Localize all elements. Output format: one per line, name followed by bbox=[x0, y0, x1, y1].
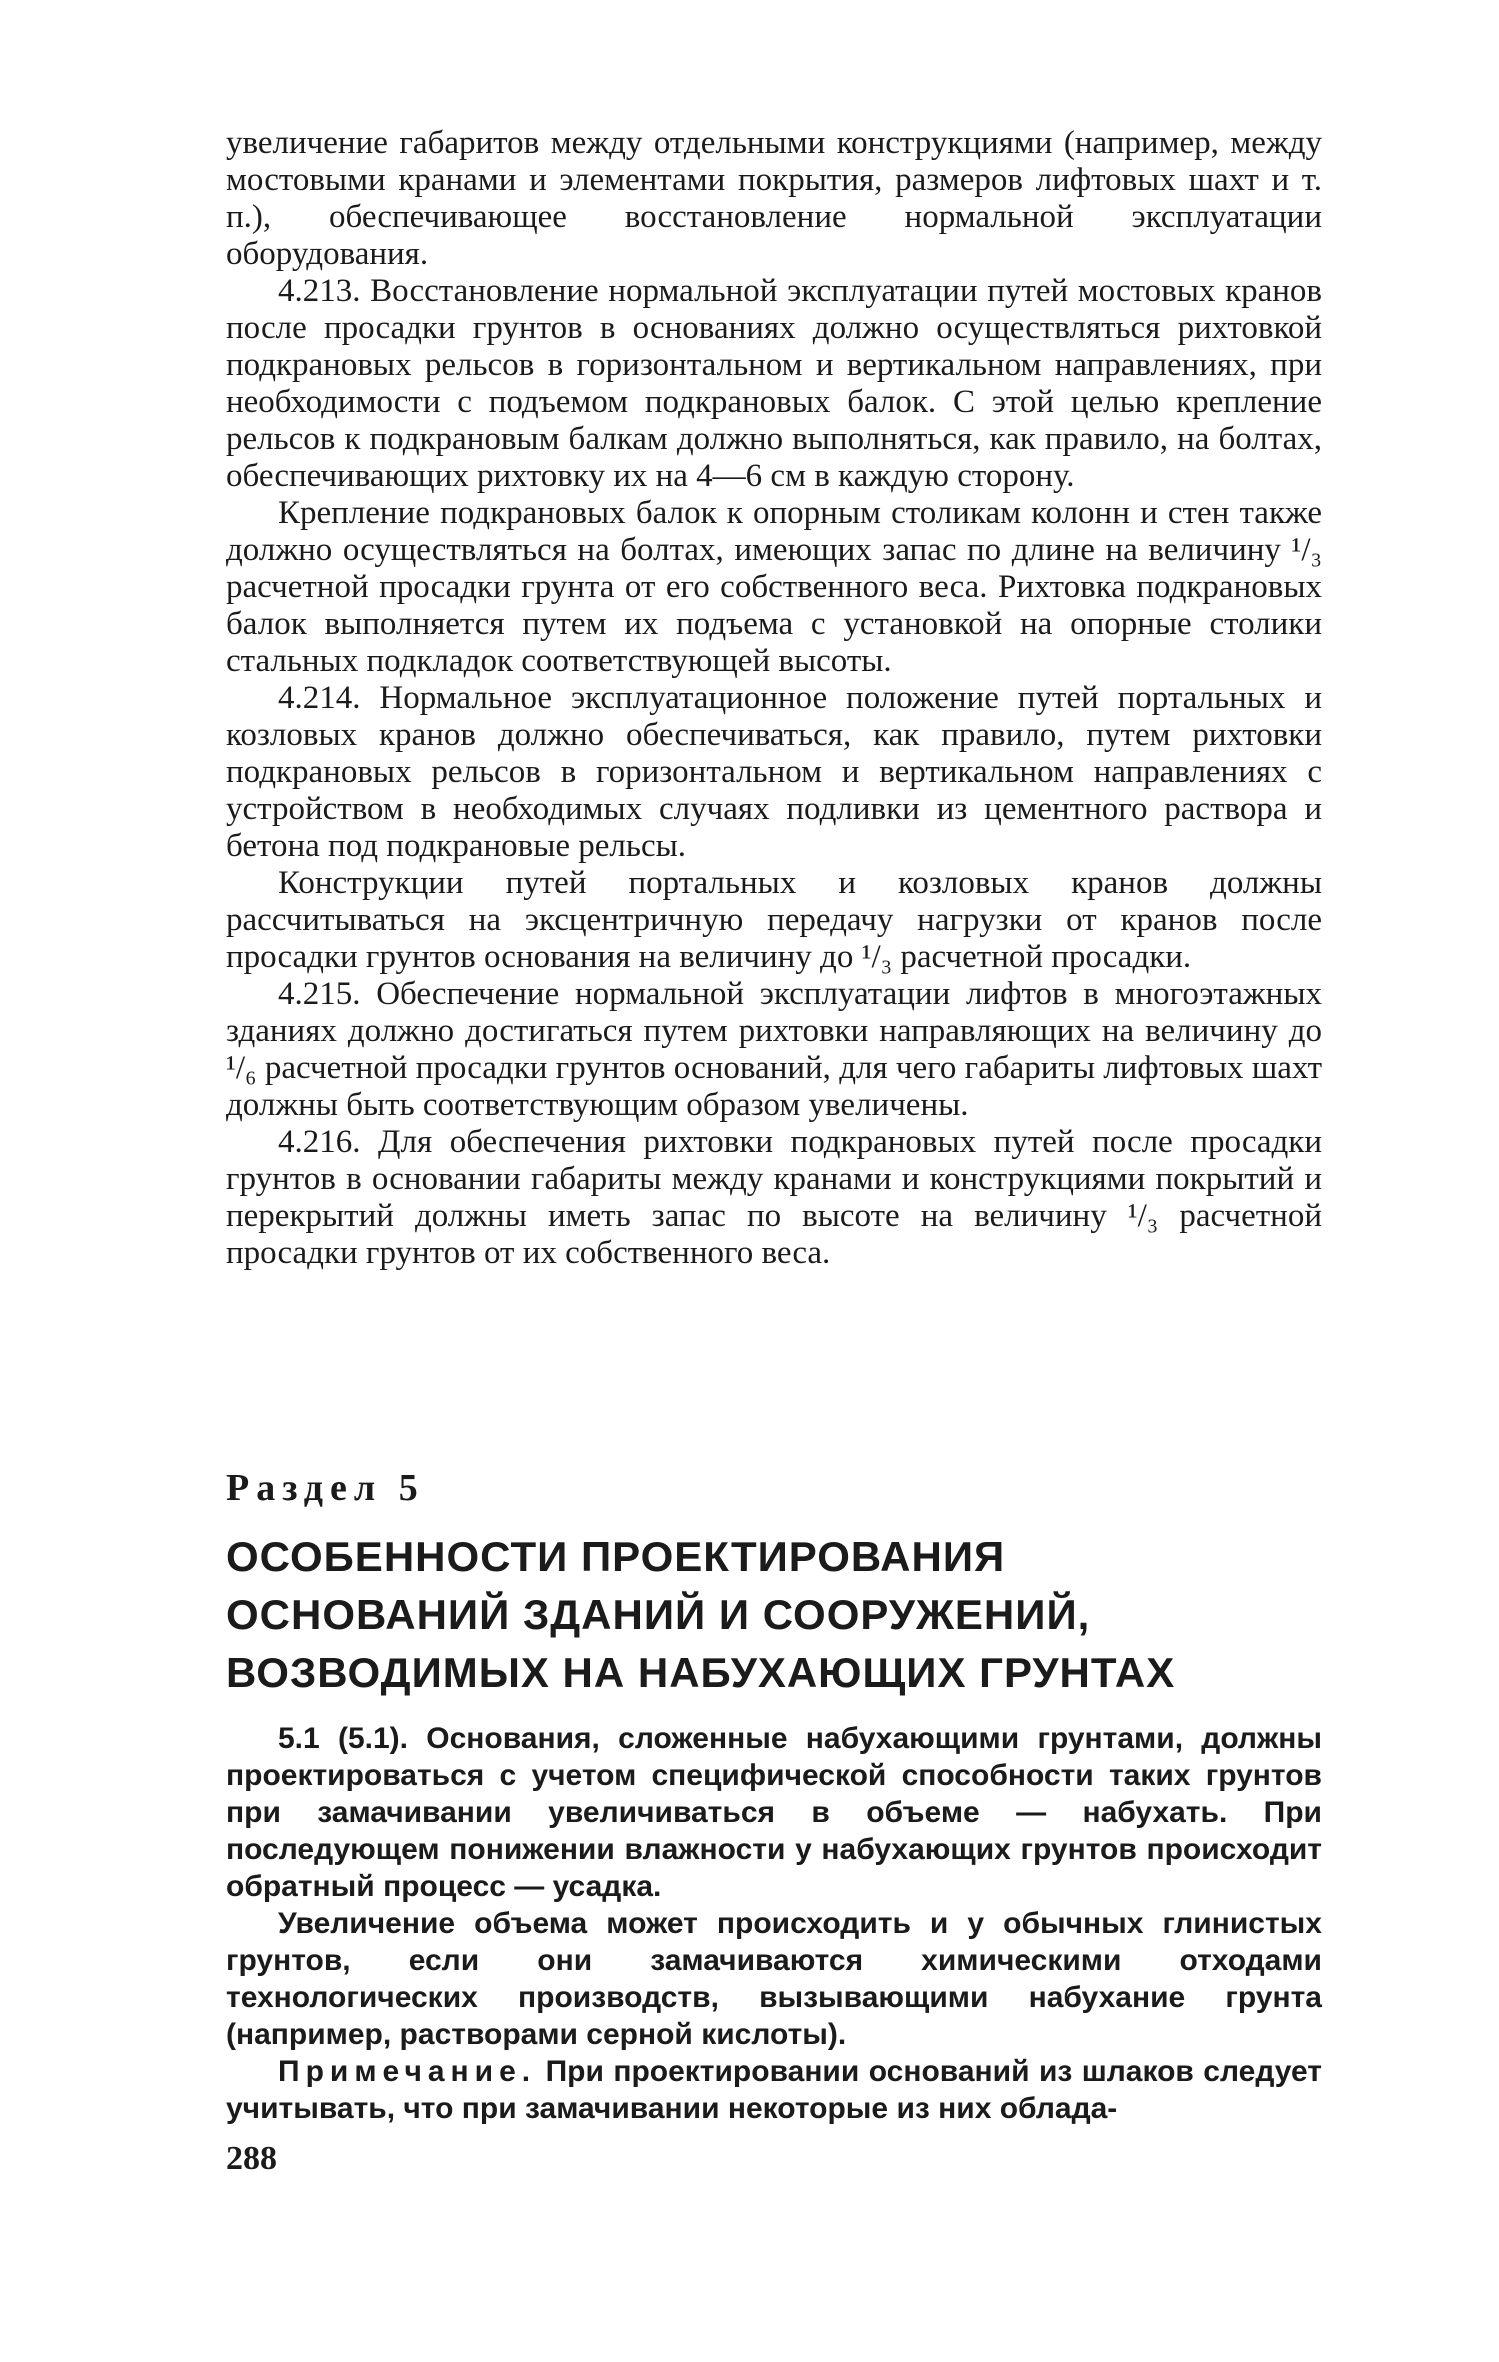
paragraph-4-216: 4.216. Для обеспечения рихтовки подкрановых путей после просадки грунтов в основании габариты между кранами и конструкциями покрытий и перекрытий должны иметь запас по высоте на величину ¹/₃ расчетной просадки грунтов от их собственного веса. bbox=[226, 1124, 1322, 1271]
paragraph-beam-fastening: Крепление подкрановых балок к опорным столикам колонн и стен также должно осуществляться на болтах, имеющих запас по длине на величину ¹/₃ расчетной просадки грунта от его собственного веса. Рихтовка подкрановых балок выполняется путем их подъема с установкой на опорные столики стальных подкладок соответствующей высоты. bbox=[226, 495, 1322, 679]
section-heading bbox=[226, 1466, 1322, 1702]
section-label: Раздел 5 bbox=[226, 1467, 425, 1509]
paragraph-5-1: 5.1 (5.1). Основания, сложенные набухающими грунтами, должны проектироваться с учетом специфической способности таких грунтов при замачивании увеличиваться в объеме — набухать. При последующем понижении влажности у набухающих грунтов происходит обратный процесс — усадка. bbox=[226, 1722, 1322, 1903]
section-title-line: ОСНОВАНИЙ ЗДАНИЙ И СООРУЖЕНИЙ, bbox=[226, 1591, 1091, 1638]
section-title-line: ОСОБЕННОСТИ ПРОЕКТИРОВАНИЯ bbox=[226, 1533, 1006, 1580]
body-text-lower bbox=[226, 1720, 1322, 2127]
paragraph-4-215: 4.215. Обеспечение нормальной эксплуатации лифтов в многоэтажных зданиях должно достигаться путем рихтовки направляющих на величину до ¹/₆ расчетной просадки грунтов оснований, для чего габариты лифтовых шахт должны быть соответствующим образом увеличены. bbox=[226, 976, 1322, 1123]
section-title bbox=[226, 1528, 1322, 1702]
paragraph-note bbox=[226, 2053, 1322, 2127]
body-text-upper bbox=[226, 125, 1322, 1272]
paragraph-volume-increase: Увеличение объема может происходить и у обычных глинистых грунтов, если они замачиваются химическими отходами технологических производств, вызывающими набухание грунта (например, растворами серной кислоты). bbox=[226, 1907, 1322, 2051]
note-label: Примечание. bbox=[278, 2055, 537, 2088]
paragraph-4-214: 4.214. Нормальное эксплуатационное положение путей портальных и козловых кранов должно обеспечиваться, как правило, путем рихтовки подкрановых рельсов в горизонтальном и вертикальном направлениях с устройством в необходимых случаях подливки из цементного раствора и бетона под подкрановые рельсы. bbox=[226, 680, 1322, 864]
section-title-line: ВОЗВОДИМЫХ НА НАБУХАЮЩИХ ГРУНТАХ bbox=[226, 1649, 1176, 1696]
paragraph-4-213: 4.213. Восстановление нормальной эксплуатации путей мостовых кранов после просадки грунтов в основаниях должно осуществляться рихтовкой подкрановых рельсов в горизонтальном и вертикальном направлениях, при необходимости с подъемом подкрановых балок. С этой целью крепление рельсов к подкрановым балкам должно выполняться, как правило, на болтах, обеспечивающих рихтовку их на 4—6 см в каждую сторону. bbox=[226, 273, 1322, 494]
paragraph-continuation: увеличение габаритов между отдельными конструкциями (например, между мостовыми кранами и элементами покрытия, размеров лифтовых шахт и т. п.), обеспечивающее восстановление нормальной эксплуатации оборудования. bbox=[226, 125, 1322, 272]
page-number: 288 bbox=[226, 2140, 277, 2177]
note-text: При проектировании оснований из шлаков следует учитывать, что при замачивании некоторые из них облада- bbox=[226, 2055, 1322, 2125]
paragraph-crane-structures: Конструкции путей портальных и козловых кранов должны рассчитываться на эксцентричную передачу нагрузки от кранов после просадки грунтов основания на величину до ¹/₃ расчетной просадки. bbox=[226, 865, 1322, 975]
